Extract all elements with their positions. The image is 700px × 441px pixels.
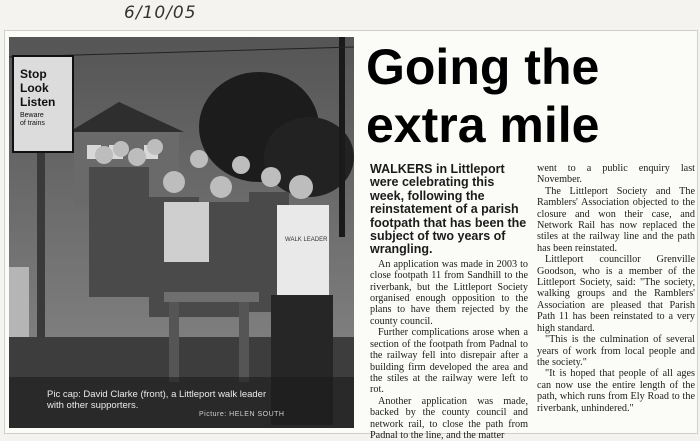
- stop-look-listen-sign: [12, 55, 74, 153]
- sign-small-line: Beware: [20, 112, 44, 119]
- body-paragraph: went to a public enquiry last November.: [537, 163, 695, 186]
- article-column-2: [537, 163, 695, 414]
- lead-paragraph: WALKERS in Littleport were celebrating this week, following the reinstatement of a parish footpath that has been the subject of two years of wrangling.: [370, 162, 527, 257]
- article-column-1: [370, 163, 528, 441]
- body-paragraph: "This is the culmination of several years of work from local people and the society.": [537, 334, 695, 368]
- body-paragraph: Another application was made, backed by the county council and network rail, to close the path from Padnal to the line, and the matter: [370, 395, 528, 441]
- headline-line: Going the: [366, 39, 600, 95]
- sign-line: Listen: [20, 95, 56, 109]
- photo-credit: Picture: HELEN SOUTH: [199, 411, 285, 418]
- vest-text: WALK LEADER: [285, 237, 328, 243]
- article-photo: [9, 37, 354, 428]
- sign-small-line: of trains: [20, 120, 45, 127]
- headline-line: extra mile: [366, 97, 600, 153]
- handwritten-date: 6/10/05: [124, 3, 197, 23]
- body-paragraph: Further complications arose when a section of the footpath from Padnal to the railway fell into disrepair after a building firm developed the area and the stiles at the railway were left to rot.: [370, 327, 528, 396]
- sign-line: Stop: [20, 67, 47, 81]
- body-paragraph: Littleport councillor Grenville Goodson, who is a member of the Littleport Society, said: "The society, walking groups and the Ramblers' Association are pleased that Parish Path 11 has been reinstated to a very high standard.: [537, 254, 695, 334]
- headline: [366, 38, 694, 154]
- photo-caption: Pic cap: David Clarke (front), a Littleport walk leader with other supporters.: [47, 389, 267, 411]
- body-paragraph: "It is hoped that people of all ages can now use the entire length of the path, which runs from Ely Road to the riverbank, unhindered.": [537, 368, 695, 414]
- body-paragraph: The Littleport Society and The Ramblers' Association objected to the closure and won their case, and Network Rail has now replaced the stiles at the railway line and the path has been reinstated.: [537, 185, 695, 254]
- body-paragraph: An application was made in 2003 to close footpath 11 from Sandhill to the riverbank, but the Littleport Society organised enough opposition to the plans to have them rejected by the county council.: [370, 258, 528, 327]
- sign-line: Look: [20, 81, 49, 95]
